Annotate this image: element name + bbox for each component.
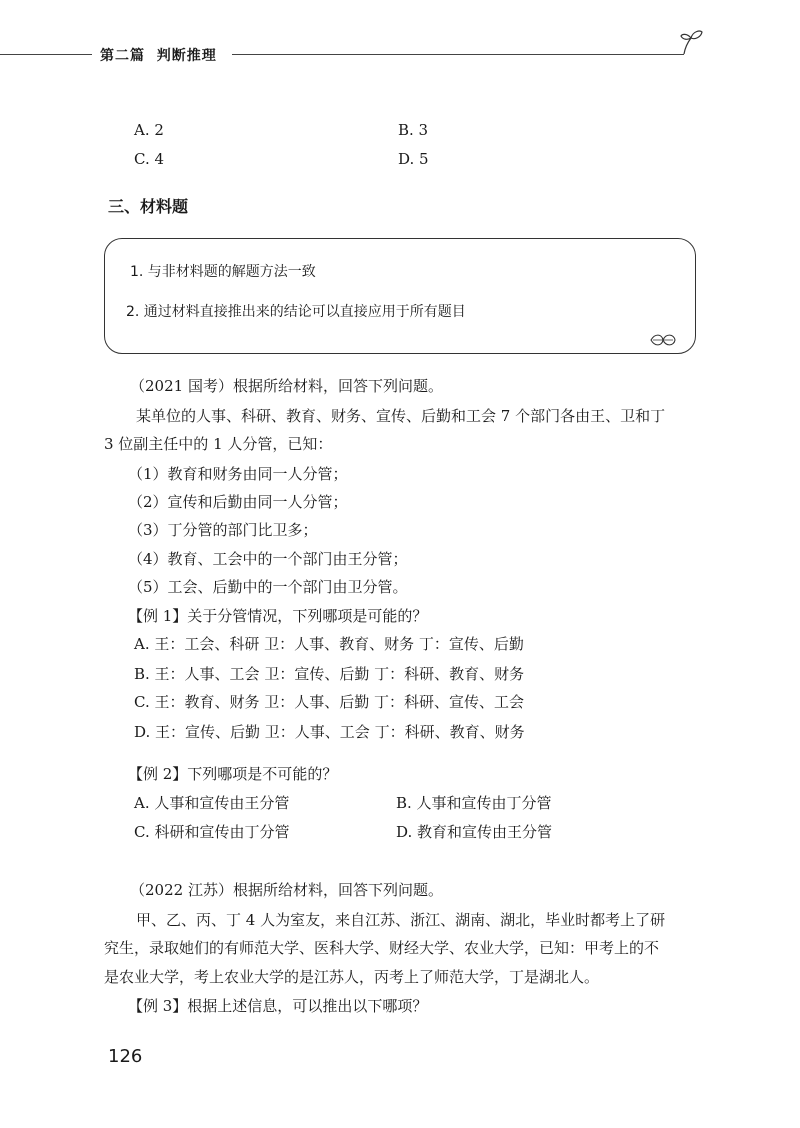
option-b: B. 3	[398, 121, 429, 139]
tip-item-2: 2. 通过材料直接推出来的结论可以直接应用于所有题目	[126, 304, 466, 320]
condition-3: （3）丁分管的部门比卫多；	[128, 521, 318, 539]
condition-2: （2）宣传和后勤由同一人分管；	[128, 493, 348, 511]
passage2-line1: 甲、乙、丙、丁 4 人为室友，来自江苏、浙江、湖南、湖北，毕业时都考上了研	[136, 911, 666, 929]
passage1-source: （2021 国考）根据所给材料，回答下列问题。	[130, 377, 443, 395]
example2-option-c: C. 科研和宣传由丁分管	[134, 823, 290, 841]
example1-option-a: A. 王：工会、科研 卫：人事、教育、财务 丁：宣传、后勤	[134, 635, 524, 653]
page-number: 126	[108, 1046, 143, 1067]
passage2-line3: 是农业大学，考上农业大学的是江苏人，丙考上了师范大学，丁是湖北人。	[104, 968, 600, 986]
condition-1: （1）教育和财务由同一人分管；	[128, 465, 348, 483]
example2-option-b: B. 人事和宣传由丁分管	[396, 794, 552, 812]
passage2-source: （2022 江苏）根据所给材料，回答下列问题。	[130, 881, 443, 899]
example1-option-c: C. 王：教育、财务 卫：人事、后勤 丁：科研、宣传、工会	[134, 693, 525, 711]
tip-box	[104, 238, 696, 354]
header-rule-left	[0, 54, 92, 55]
example2-option-a: A. 人事和宣传由王分管	[134, 794, 290, 812]
example3-question: 【例 3】根据上述信息，可以推出以下哪项？	[128, 997, 428, 1015]
example1-option-b: B. 王：人事、工会 卫：宣传、后勤 丁：科研、教育、财务	[134, 665, 525, 683]
example1-option-d: D. 王：宣传、后勤 卫：人事、工会 丁：科研、教育、财务	[134, 723, 525, 741]
tip-item-1: 1. 与非材料题的解题方法一致	[130, 264, 316, 280]
leaf-icon	[648, 330, 678, 350]
condition-4: （4）教育、工会中的一个部门由王分管；	[128, 550, 408, 568]
section-title: 三、材料题	[108, 197, 189, 216]
option-c: C. 4	[134, 150, 165, 168]
passage1-intro-line2: 3 位副主任中的 1 人分管，已知：	[104, 435, 333, 453]
example2-option-d: D. 教育和宣传由王分管	[396, 823, 553, 841]
option-a: A. 2	[134, 121, 164, 139]
sprout-icon	[676, 26, 706, 56]
example1-question: 【例 1】关于分管情况，下列哪项是可能的？	[128, 607, 428, 625]
running-header-title: 第二篇 判断推理	[100, 48, 217, 64]
option-d: D. 5	[398, 150, 429, 168]
example2-question: 【例 2】下列哪项是不可能的？	[128, 765, 338, 783]
passage1-intro-line1: 某单位的人事、科研、教育、财务、宣传、后勤和工会 7 个部门各由王、卫和丁	[136, 407, 666, 425]
header-rule-right	[232, 54, 684, 55]
passage2-line2: 究生，录取她们的有师范大学、医科大学、财经大学、农业大学，已知：甲考上的不	[104, 939, 660, 957]
condition-5: （5）工会、后勤中的一个部门由卫分管。	[128, 578, 408, 596]
